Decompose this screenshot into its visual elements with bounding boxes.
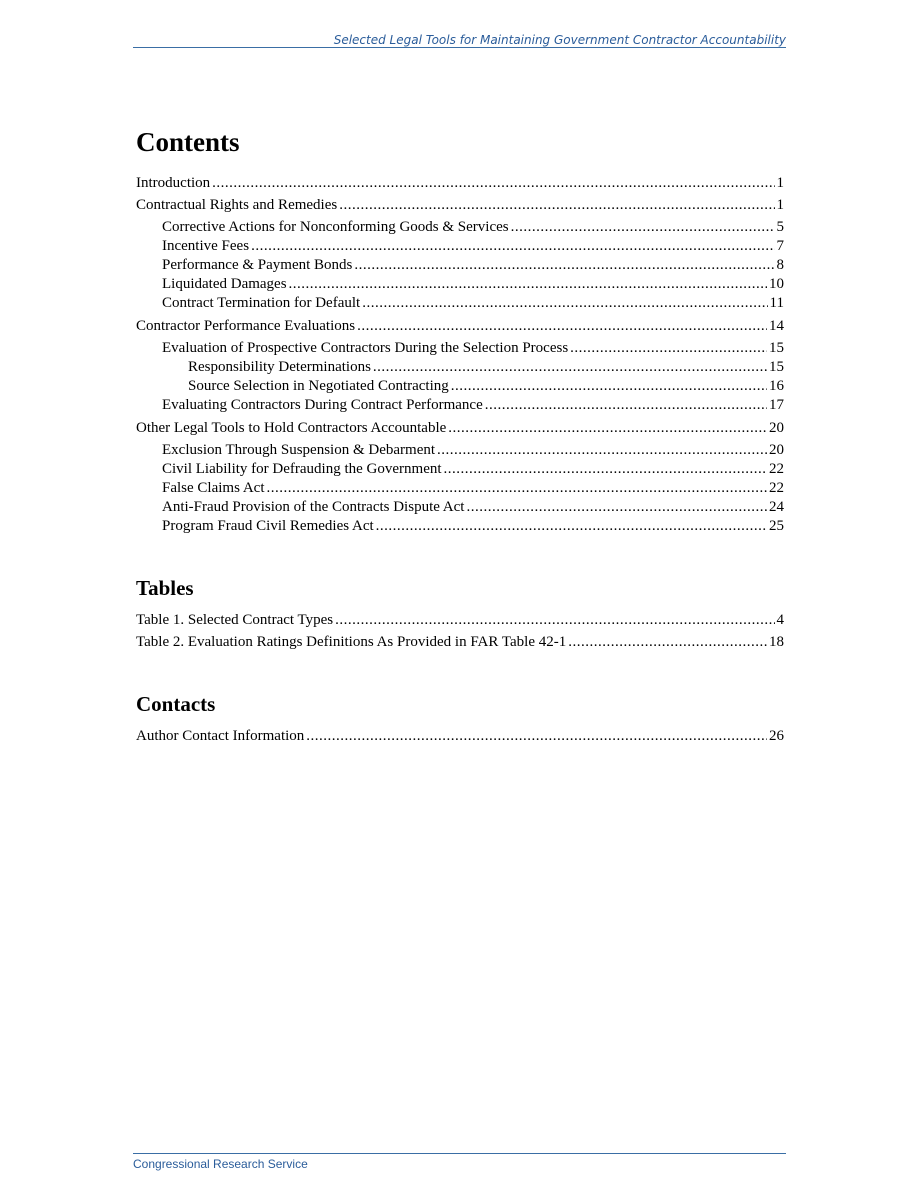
contacts-heading: Contacts [136, 692, 216, 716]
toc-entry-title: Responsibility Determinations [188, 359, 371, 375]
toc-entry[interactable] [162, 396, 784, 415]
toc-entry-title: Other Legal Tools to Hold Contractors Accountable [136, 420, 447, 436]
toc-entry-title: Author Contact Information [136, 728, 305, 744]
toc-entry[interactable] [162, 339, 784, 358]
toc-dot-leader [362, 294, 767, 313]
toc-page-number: 18 [769, 634, 784, 650]
toc-dot-leader [568, 633, 767, 652]
toc-page-number: 26 [769, 728, 784, 744]
toc-entry-title: Contractual Rights and Remedies [136, 197, 338, 213]
toc-page-number: 25 [769, 518, 784, 534]
toc-dot-leader [570, 339, 767, 358]
toc-entry[interactable] [136, 174, 784, 193]
toc-dot-leader [376, 517, 767, 536]
toc-entry-title: Introduction [136, 175, 211, 191]
toc-entry-title: Evaluating Contractors During Contract Performance [162, 397, 483, 413]
running-footer: Congressional Research Service [133, 1153, 786, 1171]
contents-heading: Contents [136, 127, 240, 157]
toc-page-number: 11 [769, 295, 784, 311]
toc-dot-leader [437, 441, 767, 460]
toc-dot-leader [466, 498, 767, 517]
toc-entry-title: Contract Termination for Default [162, 295, 361, 311]
toc-entry[interactable] [162, 498, 784, 517]
toc-dot-leader [357, 317, 767, 336]
toc-dot-leader [354, 256, 774, 275]
toc-entry[interactable] [136, 196, 784, 215]
toc-dot-leader [373, 358, 767, 377]
toc-page-number: 15 [769, 359, 784, 375]
toc-page-number: 14 [769, 318, 784, 334]
toc-entry[interactable] [162, 294, 784, 313]
toc-entry-title: Incentive Fees [162, 238, 250, 254]
toc-entry-title: Liquidated Damages [162, 276, 287, 292]
toc-page-number: 24 [769, 499, 784, 515]
toc-entry-title: False Claims Act [162, 480, 265, 496]
toc-dot-leader [306, 727, 767, 746]
toc-dot-leader [511, 218, 775, 237]
toc-entry-title: Evaluation of Prospective Contractors During the Selection Process [162, 340, 569, 356]
toc-page-number: 17 [769, 397, 784, 413]
toc-dot-leader [212, 174, 774, 193]
toc-dot-leader [289, 275, 767, 294]
toc-page-number: 15 [769, 340, 784, 356]
toc-entry-title: Contractor Performance Evaluations [136, 318, 356, 334]
toc-entry[interactable] [162, 275, 784, 294]
toc-entry-title: Table 1. Selected Contract Types [136, 612, 334, 628]
toc-dot-leader [485, 396, 767, 415]
toc-entry-title: Corrective Actions for Nonconforming Goods & Services [162, 219, 509, 235]
toc-entry[interactable] [162, 237, 784, 256]
toc-entry[interactable] [188, 377, 784, 396]
toc-entry-title: Program Fraud Civil Remedies Act [162, 518, 374, 534]
toc-entry[interactable] [162, 479, 784, 498]
toc-dot-leader [451, 377, 767, 396]
toc-dot-leader [267, 479, 768, 498]
toc-page-number: 20 [769, 442, 784, 458]
toc-entry-title: Table 2. Evaluation Ratings Definitions As Provided in FAR Table 42-1 [136, 634, 567, 650]
toc-page-number: 10 [769, 276, 784, 292]
table-list-entry[interactable] [136, 633, 784, 652]
contact-list-entry[interactable] [136, 727, 784, 746]
toc-page-number: 16 [769, 378, 784, 394]
toc-dot-leader [339, 196, 774, 215]
toc-page-number: 22 [769, 461, 784, 477]
toc-page-number: 8 [776, 257, 784, 273]
toc-entry-title: Anti-Fraud Provision of the Contracts Dispute Act [162, 499, 465, 515]
toc-page-number: 4 [776, 612, 784, 628]
running-header: Selected Legal Tools for Maintaining Government Contractor Accountability [133, 33, 786, 48]
toc-page-number: 1 [776, 175, 784, 191]
toc-page-number: 1 [776, 197, 784, 213]
toc-entry-title: Source Selection in Negotiated Contracting [188, 378, 449, 394]
toc-entry-title: Civil Liability for Defrauding the Government [162, 461, 442, 477]
toc-entry[interactable] [162, 441, 784, 460]
toc-page-number: 7 [776, 238, 784, 254]
toc-entry[interactable] [188, 358, 784, 377]
tables-heading: Tables [136, 576, 194, 600]
toc-entry[interactable] [136, 317, 784, 336]
toc-dot-leader [444, 460, 767, 479]
toc-page-number: 5 [776, 219, 784, 235]
toc-entry[interactable] [162, 256, 784, 275]
toc-dot-leader [448, 419, 767, 438]
toc-entry-title: Performance & Payment Bonds [162, 257, 353, 273]
toc-page-number: 20 [769, 420, 784, 436]
toc-entry[interactable] [162, 218, 784, 237]
table-list-entry[interactable] [136, 611, 784, 630]
toc-page-number: 22 [769, 480, 784, 496]
toc-dot-leader [251, 237, 774, 256]
toc-entry-title: Exclusion Through Suspension & Debarment [162, 442, 436, 458]
toc-entry[interactable] [162, 460, 784, 479]
toc-entry[interactable] [162, 517, 784, 536]
toc-entry[interactable] [136, 419, 784, 438]
toc-dot-leader [335, 611, 774, 630]
